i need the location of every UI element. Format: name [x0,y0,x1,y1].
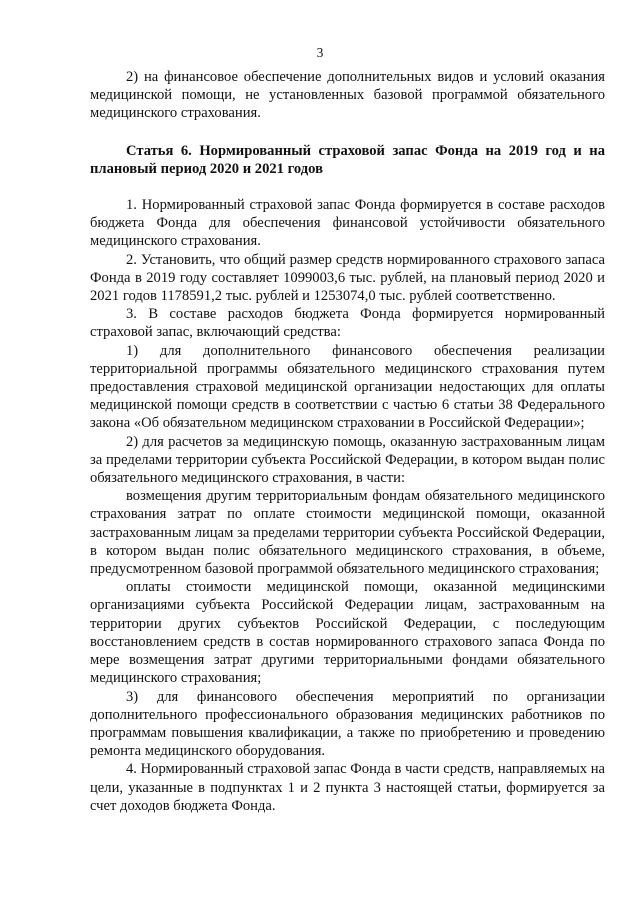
article-subitem-2b: оплаты стоимости медицинской помощи, оказанной медицинскими организациями субъекта Российской Федерации лицам, застрахованным на территории других субъектов Российской Федерации, с последующим восстановлением средств в состав нормированного страхового запаса Фонда по мере возмещения затрат другими территориальными фондами обязательного медицинского страхования; [90,579,605,687]
article-subitem-1: 1) для дополнительного финансового обеспечения реализации территориальной программы обязательного медицинского страхования путем предоставления страховой медицинской организации недостающих для оплаты медицинской помощи средств в соответствии с частью 6 статьи 38 Федерального закона «Об обязательном медицинском страховании в Российской Федерации»; [90,342,605,432]
article-paragraph-1: 1. Нормированный страховой запас Фонда формируется в составе расходов бюджета Фонда для обеспечения финансовой устойчивости обязательного медицинского страхования. [90,197,605,250]
article-heading: Статья 6. Нормированный страховой запас Фонда на 2019 год и на плановый период 2020 и 2021 годов [90,142,605,177]
document-body [90,68,605,815]
article-paragraph-3: 3. В составе расходов бюджета Фонда формируется нормированный страховой запас, включающий средства: [90,306,605,341]
article-paragraph-2: 2. Установить, что общий размер средств нормированного страхового запаса Фонда в 2019 году составляет 1099003,6 тыс. рублей, на плановый период 2020 и 2021 годов 1178591,2 тыс. рублей и 1253074,0 тыс. рублей соответственно. [90,251,605,305]
article-subitem-3: 3) для финансового обеспечения мероприятий по организации дополнительного профессионального образования медицинских работников по программам повышения квалификации, а также по приобретению и проведению ремонта медицинского оборудования. [90,688,605,760]
article-subitem-2a: возмещения другим территориальным фондам обязательного медицинского страхования затрат по оплате стоимости медицинской помощи, оказанной застрахованным лицам за пределами территории субъекта Российской Федерации, в котором выдан полис обязательного медицинского страхования, в объеме, предусмотренном базовой программой обязательного медицинского страхования; [90,488,605,578]
article-subitem-2: 2) для расчетов за медицинскую помощь, оказанную застрахованным лицам за пределами территории субъекта Российской Федерации, в котором выдан полис обязательного медицинского страхования, в части: [90,433,605,487]
page-number: 3 [316,45,324,60]
article-paragraph-4: 4. Нормированный страховой запас Фонда в части средств, направляемых на цели, указанные в подпунктах 1 и 2 пункта 3 настоящей статьи, формируется за счет доходов бюджета Фонда. [90,761,605,814]
intro-paragraph: 2) на финансовое обеспечение дополнительных видов и условий оказания медицинской помощи, не установленных базовой программой обязательного медицинского страхования. [90,69,605,122]
